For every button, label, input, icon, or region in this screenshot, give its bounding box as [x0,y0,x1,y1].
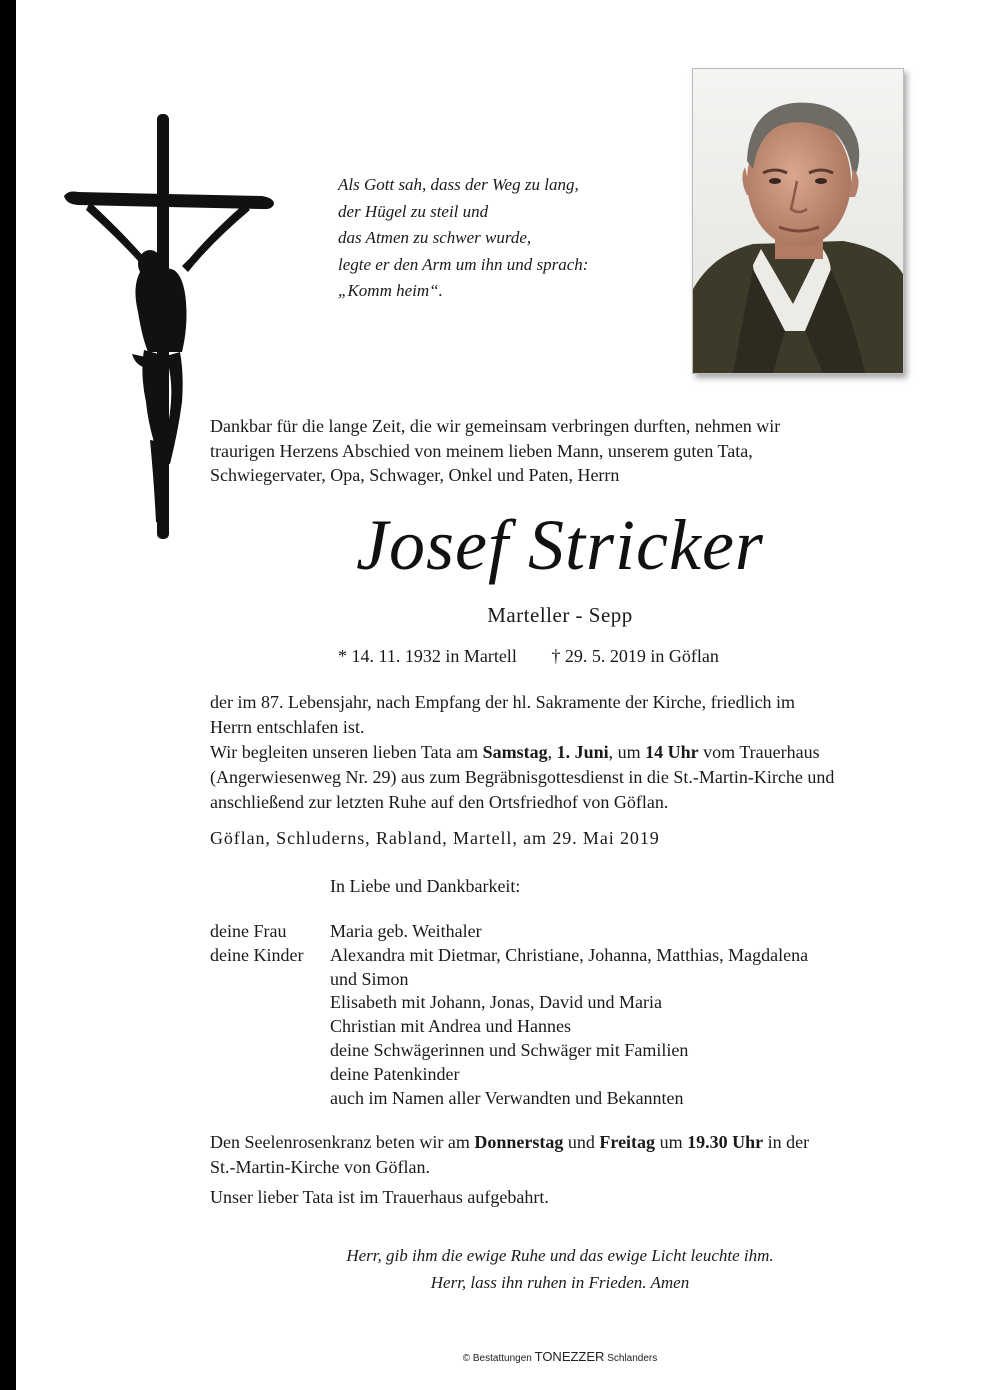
intro-line: Dankbar für die lange Zeit, die wir gemeinsam verbringen durften, nehmen wir [210,416,781,436]
family-list [210,920,912,1110]
death-date: † 29. 5. 2019 in Göflan [551,646,719,666]
body-text-fragment: vom Trauerhaus [698,742,820,762]
family-members: deine Schwägerinnen und Schwäger mit Familien [330,1039,689,1060]
place-and-date: Göflan, Schluderns, Rabland, Martell, am 29. Mai 2019 [210,828,660,848]
family-row [210,1087,912,1111]
body-text-fragment: Wir begleiten unseren lieben Tata am [210,742,483,762]
thanks-heading: In Liebe und Dankbarkeit: [330,876,521,896]
body-line: anschließend zur letzten Ruhe auf den Ortsfriedhof von Göflan. [210,792,669,812]
funeral-time: 14 Uhr [645,742,699,762]
credit-brand: TONEZZER [534,1349,605,1364]
body-text-fragment: , um [608,742,646,762]
rosary-line [210,1130,912,1155]
family-members: Christian mit Andrea und Hannes [330,1016,571,1037]
family-members: Alexandra mit Dietmar, Christiane, Johanna, Matthias, Magdalena [330,944,809,965]
family-row [210,1015,912,1039]
life-dates [338,646,838,667]
prayer-line: Herr, lass ihn ruhen in Frieden. Amen [430,1273,690,1292]
closing-prayer [0,1242,982,1296]
rosary-text-fragment: in der [763,1132,810,1152]
prayer-line: Herr, gib ihm die ewige Ruhe und das ewige Licht leuchte ihm. [346,1246,774,1265]
left-border-bar [0,0,16,1390]
body-line: Herrn entschlafen ist. [210,717,365,737]
poem-line: Als Gott sah, dass der Weg zu lang, [338,175,579,194]
rosary-text-fragment: um [655,1132,688,1152]
family-relation: deine Kinder [210,944,304,965]
rosary-notice [210,1130,912,1180]
poem-line: das Atmen zu schwer wurde, [338,228,532,247]
rosary-text-fragment: Den Seelenrosenkranz beten wir am [210,1132,475,1152]
funeral-date: 1. Juni [556,742,609,762]
family-members: auch im Namen aller Verwandten und Bekannten [330,1087,684,1108]
deceased-nickname: Marteller - Sepp [487,603,633,627]
funeral-announcement [210,690,912,815]
intro-line: traurigen Herzens Abschied von meinem lieben Mann, unserem guten Tata, [210,440,753,461]
family-members: Elisabeth mit Johann, Jonas, David und Maria [330,992,662,1013]
family-row [210,968,912,992]
rosary-day: Freitag [599,1132,656,1152]
body-line [210,740,912,765]
family-members: Maria geb. Weithaler [330,921,482,941]
family-relation: deine Frau [210,921,287,941]
family-row [210,920,912,944]
rosary-time: 19.30 Uhr [687,1132,764,1152]
family-row [210,1063,912,1087]
rosary-line: St.-Martin-Kirche von Göflan. [210,1157,430,1177]
body-line: der im 87. Lebensjahr, nach Empfang der hl. Sakramente der Kirche, friedlich im [210,692,796,712]
portrait-photo [692,68,904,374]
family-row [210,991,912,1015]
intro-line: Schwiegervater, Opa, Schwager, Onkel und Paten, Herrn [210,465,620,485]
poem [338,172,678,305]
credit-suffix: Schlanders [604,1353,658,1364]
family-members: deine Patenkinder [330,1063,460,1084]
portrait-image [693,69,903,373]
family-row [210,944,912,968]
intro-text [210,414,912,488]
body-line: (Angerwiesenweg Nr. 29) aus zum Begräbnisgottesdienst in die St.-Martin-Kirche und [210,767,835,787]
body-text-fragment: , [547,742,557,762]
birth-date: * 14. 11. 1932 in Martell [338,646,517,666]
poem-line: legte er den Arm um ihn und sprach: [338,254,589,274]
funeral-home-credit [0,1349,982,1364]
poem-line: der Hügel zu steil und [338,201,489,221]
deceased-name: Josef Stricker [356,505,764,585]
laid-out-notice: Unser lieber Tata ist im Trauerhaus aufgebahrt. [210,1187,549,1207]
family-members: und Simon [330,968,409,989]
family-row [210,1039,912,1063]
funeral-day: Samstag [482,742,548,762]
poem-line: „Komm heim“. [338,281,443,300]
credit-prefix: © Bestattungen [462,1353,535,1364]
rosary-day: Donnerstag [474,1132,564,1152]
rosary-text-fragment: und [563,1132,600,1152]
